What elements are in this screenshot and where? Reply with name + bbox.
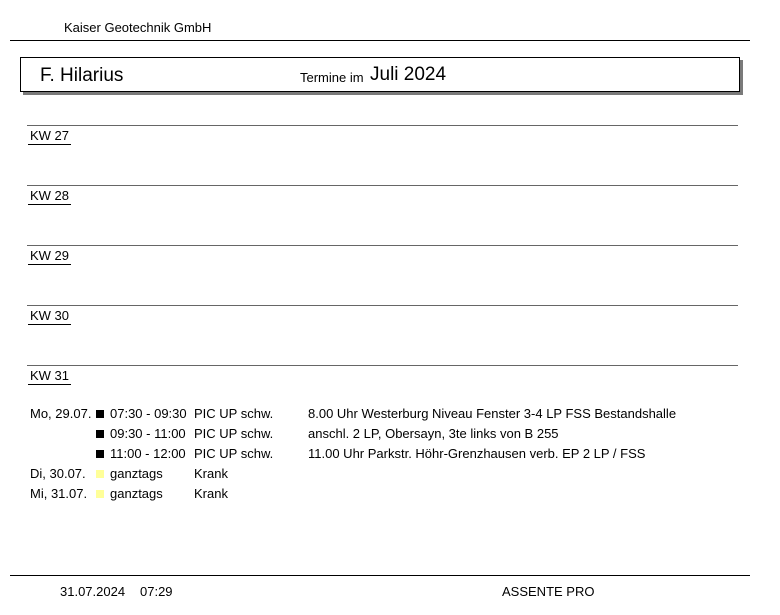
appointment-time: 09:30 - 11:00	[110, 426, 186, 441]
header-divider	[10, 40, 750, 41]
category-marker	[96, 490, 104, 498]
category-marker	[96, 410, 104, 418]
category-marker	[96, 450, 104, 458]
appointment-note: 11.00 Uhr Parkstr. Höhr-Grenzhausen verb. EP 2 LP / FSS	[308, 446, 646, 461]
company-name: Kaiser Geotechnik GmbH	[64, 20, 212, 35]
week-label: KW 27	[30, 128, 70, 143]
appointment-title: PIC UP schw.	[194, 406, 274, 421]
termine-label: Termine im	[300, 70, 364, 85]
month-title: Juli 2024	[370, 64, 447, 85]
appointment-time: ganztags	[110, 466, 163, 481]
appointment-time: ganztags	[110, 486, 163, 501]
appointment-time: 07:30 - 09:30	[110, 406, 187, 421]
category-marker	[96, 430, 104, 438]
print-date: 31.07.2024	[60, 584, 126, 599]
person-name: F. Hilarius	[40, 65, 124, 86]
week-divider	[27, 125, 738, 126]
appointment-row	[0, 406, 760, 424]
week-label: KW 28	[30, 188, 70, 203]
appointment-row	[0, 466, 760, 484]
appointment-title: PIC UP schw.	[194, 446, 274, 461]
appointment-time: 11:00 - 12:00	[110, 446, 186, 461]
appointment-day: Di, 30.07.	[30, 466, 86, 481]
footer-divider	[10, 575, 750, 576]
category-marker	[96, 470, 104, 478]
title-box	[20, 57, 740, 92]
week-label: KW 31	[30, 368, 70, 383]
print-time: 07:29	[140, 584, 173, 599]
week-divider	[27, 185, 738, 186]
appointment-row	[0, 446, 760, 464]
appointment-row	[0, 486, 760, 504]
appointment-title: PIC UP schw.	[194, 426, 274, 441]
week-label: KW 30	[30, 308, 70, 323]
appointment-title: Krank	[194, 466, 228, 481]
week-divider	[27, 365, 738, 366]
week-divider	[27, 305, 738, 306]
week-label: KW 29	[30, 248, 70, 263]
software-name: ASSENTE PRO	[502, 584, 595, 599]
appointment-note: 8.00 Uhr Westerburg Niveau Fenster 3-4 LP FSS Bestandshalle	[308, 406, 677, 421]
appointment-day: Mo, 29.07.	[30, 406, 92, 421]
appointment-day: Mi, 31.07.	[30, 486, 88, 501]
appointment-title: Krank	[194, 486, 228, 501]
week-divider	[27, 245, 738, 246]
appointment-note: anschl. 2 LP, Obersayn, 3te links von B 255	[308, 426, 559, 441]
appointment-row	[0, 426, 760, 444]
